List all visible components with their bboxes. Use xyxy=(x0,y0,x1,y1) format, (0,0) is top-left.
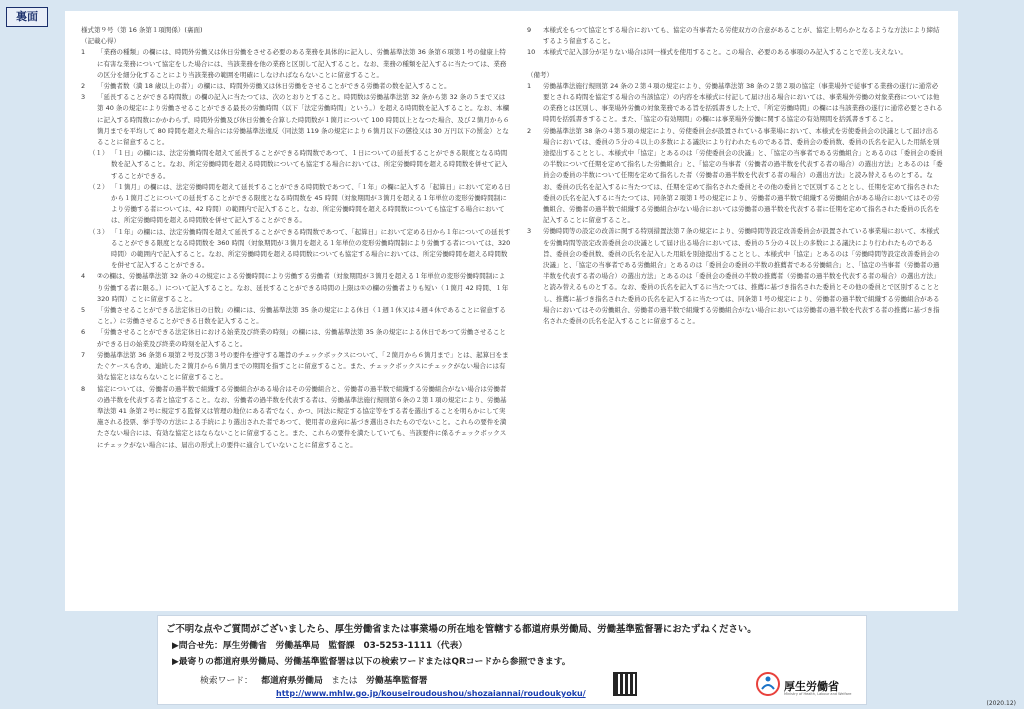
item-number: （２） xyxy=(89,182,109,191)
logo-name: 厚生労働省 xyxy=(784,680,839,693)
item-number: 2 xyxy=(527,126,532,135)
item-number: 8 xyxy=(81,384,86,393)
left-column xyxy=(81,25,511,451)
item-text: 協定については、労働者の過半数で組織する労働組合がある場合はその労働組合と、労働者の過半数で組織する労働組合がない場合は労働者の過半数を代表する者と協定すること。なお、労働者の過半数を代表する者は、労働基準法施行規則第６条の２第１項の規定により、労働基準法第 41 条第２号に規定する監督又は管理の地位にある者でなく、かつ、同法に規定する協定等をする者を選出することを明らかにして実施される投票、挙手等の方法による手続により選出された者であつて、使用者の意向に基づき選出されたものでないこと。これらの要件を満たさない場合には、有効な協定とはならないことに留意すること。また、これらの要件を満たしていても、当該要件に係るチェックボックスにチェックがない場合には、届出の形式上の要件に適合していないことに留意すること。 xyxy=(97,384,507,449)
mhlw-logo-icon xyxy=(756,672,780,696)
item-number: 7 xyxy=(81,350,86,359)
keyword-label: 検索ワード： xyxy=(200,676,253,686)
list-item xyxy=(527,81,944,126)
item-text: 本様式をもつて協定とする場合においても、協定の当事者たる労使双方の合意があることが、協定上明らかとなるような方法により締結するよう留意すること。 xyxy=(543,26,940,46)
url-link[interactable]: http://www.mhlw.go.jp/kouseiroudoushou/shozaiannai/roudoukyoku/ xyxy=(276,689,586,698)
qr-code-icon xyxy=(613,672,637,696)
list-item xyxy=(81,182,511,227)
notes-heading: （備考） xyxy=(527,70,553,79)
list-item xyxy=(81,92,511,148)
list-item xyxy=(81,350,511,384)
item-number: 3 xyxy=(81,93,86,102)
contact-box xyxy=(157,615,867,705)
date-stamp: (2020.12) xyxy=(986,700,1016,707)
search-keywords xyxy=(200,673,428,686)
list-item xyxy=(527,226,944,327)
mhlw-logo xyxy=(756,670,852,702)
office-line: ▶最寄りの都道府県労働局、労働基準監督署は以下の検索ワードまたはQRコードから参照できます。 xyxy=(172,657,571,667)
item-number: 4 xyxy=(81,272,86,281)
form-subheading: （記載心得） xyxy=(81,37,120,46)
item-text: 「１箇月」の欄には、法定労働時間を超えて延長することができる時間数であつて、「１年」の欄に記入する「起算日」において定める日から１箇月ごとについての延長することができる限度となる時間数を 45 時間（対象期間が３箇月を超える１年単位の変形労働時間制により労働する者については、42 時間）の範囲内で記入すること。なお、所定労働時間を超える時間数についても協定する場合においては、所定労働時間を超える時間数を併せて記入することができる。 xyxy=(111,182,511,225)
list-item xyxy=(527,47,944,58)
item-text: 「延長することができる時間数」の欄の記入に当たつては、次のとおりとすること。時間数は労働基準法第 32 条から第 32 条の５まで又は第 40 条の規定により労働させることができる最長の労働時間（以下「法定労働時間」という。）を超える時間数を記入すること。なお、本欄に記入する時間数にかかわらず、時間外労働及び休日労働を合算した時間数が１箇月について 100 時間以上となつた場合、及び２箇月から６箇月までを平均して 80 時間を超えた場合には労働基準法違反（同法第 119 条の規定により６箇月以下の懲役又は 30 万円以下の罰金）となることに留意すること。 xyxy=(97,93,510,147)
list-item xyxy=(81,81,511,92)
item-number: 5 xyxy=(81,306,86,315)
list-item xyxy=(81,47,511,81)
logo-english: Ministry of Health, Labour and Welfare xyxy=(784,692,852,696)
item-text: 「労働者数（満 18 歳以上の者）」の欄には、時間外労働又は休日労働をさせることができる労働者の数を記入すること。 xyxy=(97,82,451,91)
item-text: 「業務の種類」の欄には、時間外労働又は休日労働をさせる必要のある業務を具体的に記入し、労働基準法第 36 条第６項第１号の健康上特に有害な業務について協定をした場合には、当該業務を他の業務と区別して記入すること。なお、業務の種類を記入するに当たつては、業務の区分を細分化することにより当該業務の範囲を明確にしなければならないことに留意すること。 xyxy=(97,48,507,79)
keyword-or: または xyxy=(331,676,358,686)
keyword-2: 労働基準監督署 xyxy=(365,676,428,686)
item-text: 「１年」の欄には、法定労働時間を超えて延長することができる時間数であつて、「起算日」において定める日から１年についての延長することができる限度となる時間数を 360 時間（対象期間が３箇月を超える１年単位の変形労働時間制により労働する者については、320 時間）の範囲内で記入すること。なお、所定労働時間を超える時間数についても協定する場合においては、所定労働時間を超える時間数を併せて記入することができる。 xyxy=(111,227,511,270)
item-number: 1 xyxy=(527,81,532,90)
item-text: 「１日」の欄には、法定労働時間を超えて延長することができる時間数であつて、１日についての延長することができる限度となる時間数を記入すること。なお、所定労働時間を超える時間数についても協定する場合においては、所定労働時間を超える時間数を併せて記入することができる。 xyxy=(111,149,508,180)
list-item xyxy=(81,148,511,182)
list-item xyxy=(81,271,511,305)
item-number: 2 xyxy=(81,82,86,91)
item-number: （１） xyxy=(89,149,109,158)
side-tag: 裏面 xyxy=(6,7,48,27)
item-number: （３） xyxy=(89,227,109,236)
item-text: 労働基準法第 36 条第６項第２号及び第３号の要件を遵守する趣旨のチェックボックスについて、「２箇月から６箇月まで」とは、起算日をまたぐケースも含め、連続した２箇月から６箇月までの期間を指すことに留意すること。また、チェックボックスにチェックがない場合には有効な協定とはならないことに留意すること。 xyxy=(97,350,509,382)
document-page xyxy=(65,11,958,611)
keyword-1: 都道府県労働局 xyxy=(261,676,323,686)
list-item xyxy=(527,25,944,47)
item-number: 10 xyxy=(527,48,536,57)
list-item xyxy=(81,327,511,349)
item-text: 労働基準法施行規則第 24 条の２第４項の規定により、労働基準法第 38 条の２第２項の協定（事業場外で従事する業務の遂行に通常必要とされる時間を協定する場合の当該協定）の内容を本様式に付記して届け出る場合においては、事業場外労働の対象業務については他の業務とは区別し、事業場外労働の対象業務である旨を括弧書きした上で、「所定労働時間」の欄には当該業務の遂行に通常必要とされる時間を括弧書きすること。また、「協定の有効期間」の欄には事業場外労働に関する協定の有効期間を括弧書きすること。 xyxy=(543,81,943,124)
item-text: 「労働させることができる法定休日における始業及び終業の時刻」の欄には、労働基準法第 35 条の規定による休日であつて労働させることができる日の始業及び終業の時刻を記入すること。 xyxy=(97,328,506,348)
list-item xyxy=(81,227,511,272)
contact-heading: ご不明な点やご質問がございましたら、厚生労働省または事業場の所在地を管轄する都道府県労働局、労働基準監督署におたずねください。 xyxy=(166,624,757,635)
item-number: 1 xyxy=(81,48,86,57)
item-text: ②の欄は、労働基準法第 32 条の４の規定による労働時間により労働する労働者（対象期間が３箇月を超える１年単位の変形労働時間制により労働する者に限る。）について記入すること。なお、延長することができる時間の上限は①の欄の労働者よりも短い（１箇月 42 時間、１年 320 時間）ことに留意すること。 xyxy=(97,272,509,303)
list-item xyxy=(81,305,511,327)
item-text: 「労働させることができる法定休日の日数」の欄には、労働基準法第 35 条の規定による休日（１週１休又は４週４休であることに留意すること。）に労働させることができる日数を記入すること。 xyxy=(97,306,506,326)
list-item xyxy=(81,384,511,451)
item-number: 9 xyxy=(527,26,532,34)
list-item xyxy=(527,126,944,227)
item-number: 3 xyxy=(527,227,532,236)
item-number: 6 xyxy=(81,328,86,337)
item-text: 労働基準法第 38 条の４第５項の規定により、労使委員会が設置されている事業場において、本様式を労使委員会の決議として届け出る場合においては、委員の５分の４以上の多数による議決により行われたものである旨、委員会の委員数、委員の氏名を記入した用紙を別途提出することとし、本様式中「協定」とあるのは「労使委員会の決議」と、「協定の当事者である労働組合」とあるのは「委員会の委員の半数について任期を定めて指名した労働組合」と、「協定の当事者（労働者の過半数を代表する者の場合）の選出方法」とあるのは「委員会の委員の半数について任期を定めて指名した者（労働者の過半数を代表する者の場合）の選出方法」と読み替えるものとする。なお、委員の氏名を記入するに当たつては、任期を定めて指名された委員とその他の委員とで区別することとし、任期を定めて指名された委員の氏名を記入するに当たつては、同条第２項第１号の規定により、労働者の過半数で組織する労働組合がある場合においてはその労働組合、労働者の過半数で組織する労働組合がない場合においては労働者の過半数を代表する者に任期を定めて指名された委員の氏名を記入することに留意すること。 xyxy=(543,126,943,225)
item-text: 労働時間等の設定の改善に関する特別措置法第７条の規定により、労働時間等設定改善委員会が設置されている事業場において、本様式を労働時間等設定改善委員会の決議として届け出る場合においては、委員の５分の４以上の多数による議決により行われたものである旨、委員会の委員数、委員の氏名を記入した用紙を別途提出することとし、本様式中「協定」とあるのは「労働時間等設定改善委員会の決議」と、「協定の当事者である労働組合」とあるのは「委員会の委員の半数の推薦者である労働組合」と、「協定の当事者（労働者の過半数を代表する者の場合）の選出方法」とあるのは「委員会の委員の半数の推薦者（労働者の過半数を代表する者の場合）の選出方法」と読み替えるものとする。なお、委員の氏名を記入するに当たつては、推薦に基づき指名された委員とその他の委員とで区別することとし、推薦に基づき指名された委員の氏名を記入するに当たつては、同条第１号の規定により、労働者の過半数で組織する労働組合がある場合においてはその労働組合、労働者の過半数で組織する労働組合がない場合においては労働者の過半数を代表する者の推薦に基づき指名された委員の氏名を記入することに留意すること。 xyxy=(543,227,940,326)
right-column xyxy=(527,25,944,327)
form-heading: 様式第９号（第 16 条第１項関係）(裏面) xyxy=(81,26,203,34)
contact-line: ▶問合せ先：厚生労働省 労働基準局 監督課 03-5253-1111（代表） xyxy=(172,641,468,651)
item-text: 本様式で記入部分が足りない場合は同一様式を使用すること。この場合、必要のある事項のみ記入することで差し支えない。 xyxy=(543,48,907,57)
